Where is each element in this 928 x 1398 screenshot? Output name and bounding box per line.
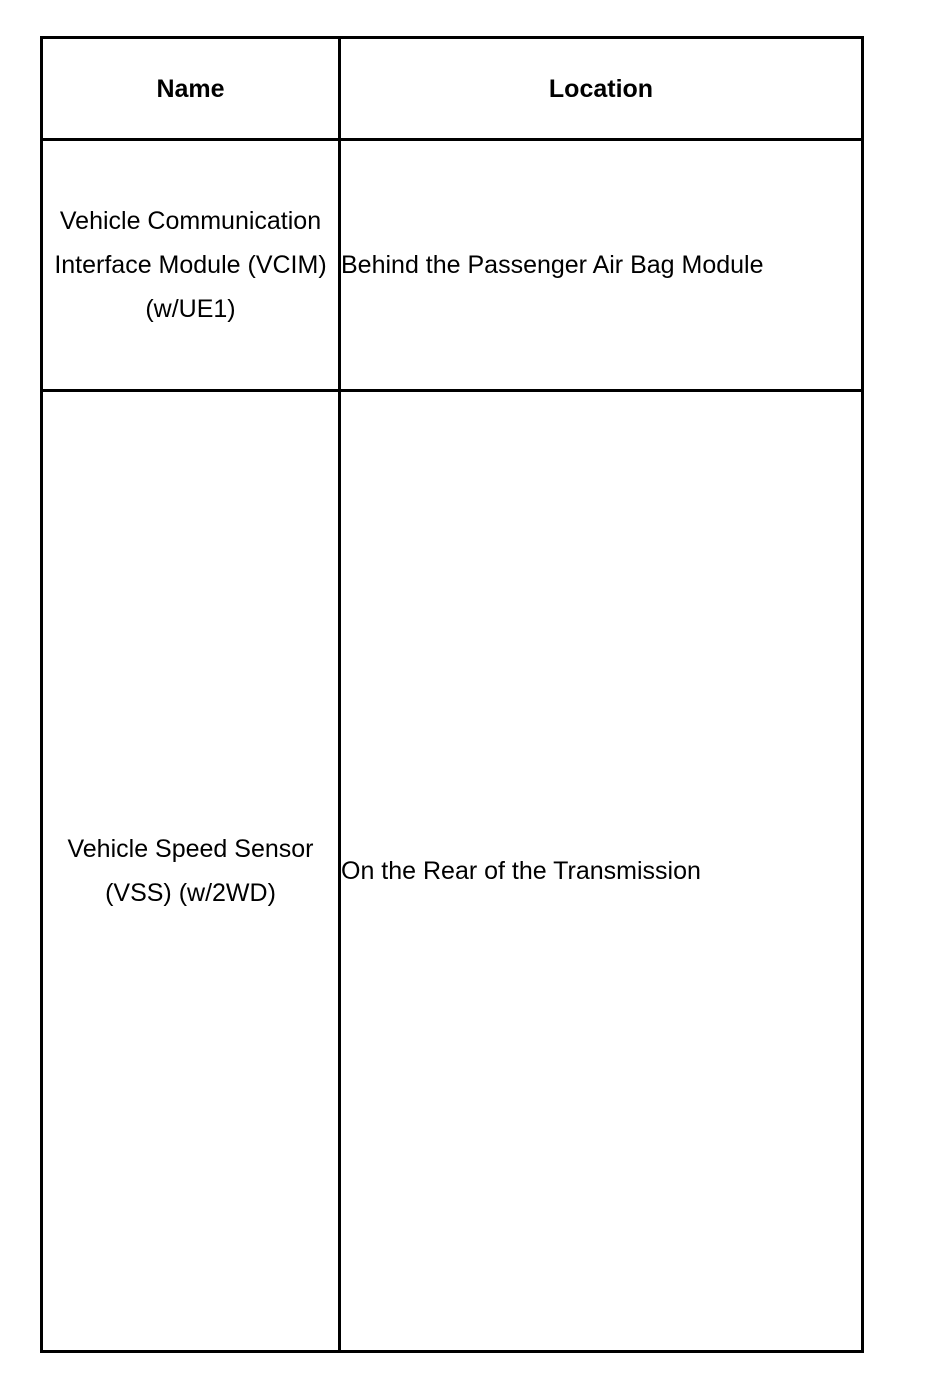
component-name: Vehicle Communication Interface Module (VCIM) (w/UE1): [54, 207, 327, 323]
component-location: On the Rear of the Transmission: [341, 857, 701, 885]
component-location: Behind the Passenger Air Bag Module: [341, 251, 764, 279]
cell-name: [42, 391, 340, 1352]
header-name: Name: [42, 38, 340, 140]
table-row: [42, 391, 863, 1352]
table-header-row: [42, 38, 863, 140]
component-name: Vehicle Speed Sensor (VSS) (w/2WD): [67, 835, 314, 907]
header-location: Location: [340, 38, 863, 140]
table-row: [42, 140, 863, 391]
component-location-table: [40, 36, 864, 1353]
cell-location: [340, 140, 863, 391]
cell-name: [42, 140, 340, 391]
cell-location: [340, 391, 863, 1352]
